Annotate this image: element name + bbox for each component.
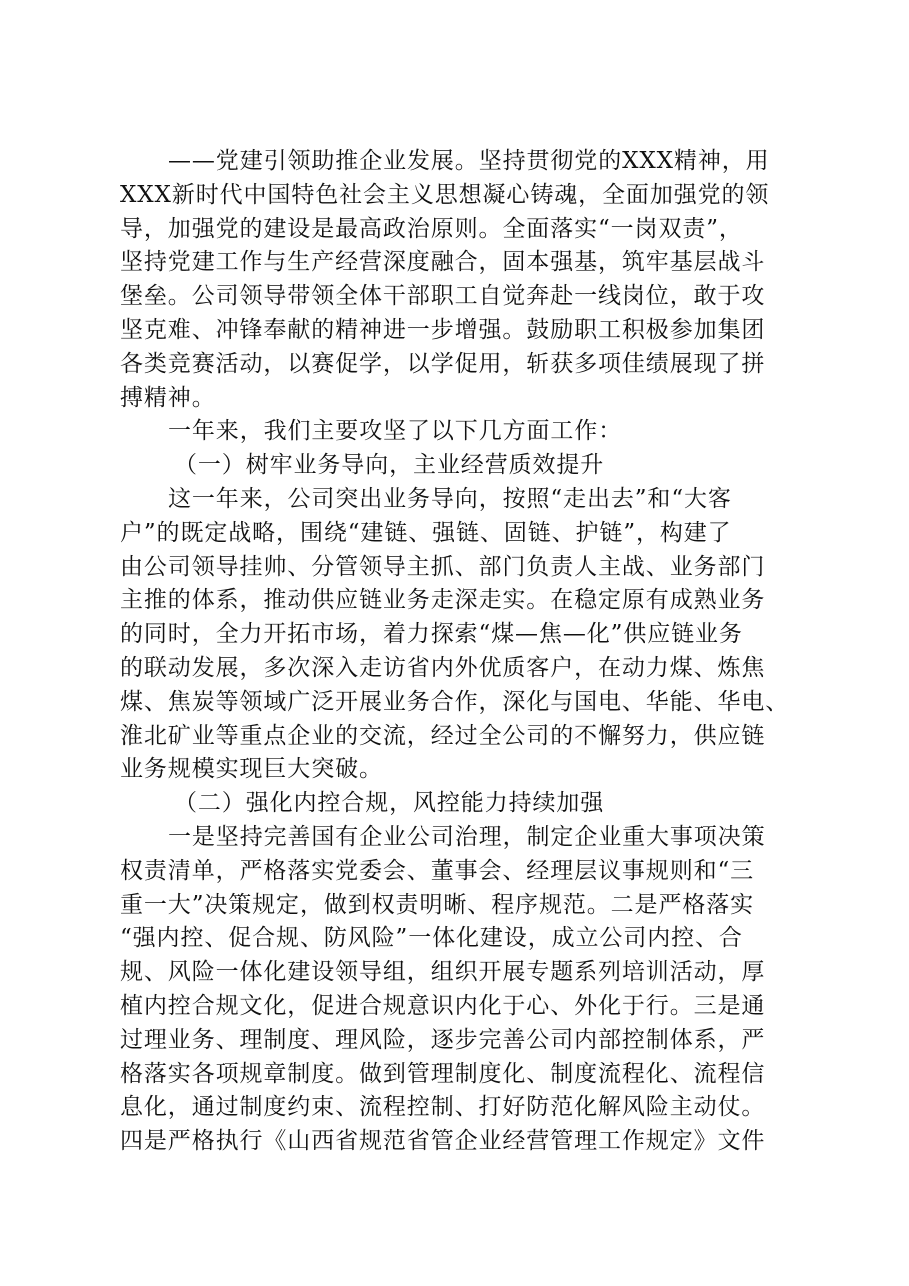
paragraph-line: “强内控、促合规、防风险”一体化建设，成立公司内控、合 — [120, 925, 743, 952]
paragraph-line: 的联动发展，多次深入走访省内外优质客户，在动力煤、炼焦 — [120, 654, 766, 681]
paragraph-line: 主推的体系，推动供应链业务走深走实。在稳定原有成熟业务 — [120, 587, 766, 614]
section-heading: （一）树牢业务导向，主业经营质效提升 — [174, 452, 605, 479]
paragraph-line: 四是严格执行《山西省规范省管企业经营管理工作规定》文件 — [120, 1128, 766, 1155]
paragraph-line: 格落实各项规章制度。做到管理制度化、制度流程化、流程信 — [120, 1060, 766, 1087]
paragraph-line: ——党建引领助推企业发展。坚持贯彻党的XXX精神，用 — [168, 148, 770, 174]
paragraph-line: 户”的既定战略，围绕“建链、强链、固链、护链”，构建了 — [120, 519, 732, 546]
paragraph-line: 息化，通过制度约束、流程控制、打好防范化解风险主动仗。 — [120, 1094, 766, 1121]
paragraph-line: 坚克难、冲锋奉献的精神进一步增强。鼓励职工积极参加集团 — [120, 316, 766, 343]
paragraph-line: 坚持党建工作与生产经营深度融合，固本强基，筑牢基层战斗 — [120, 249, 766, 276]
paragraph-line: 淮北矿业等重点企业的交流，经过全公司的不懈努力，供应链 — [120, 722, 766, 749]
paragraph-line: 搏精神。 — [120, 384, 216, 411]
paragraph-line: 导，加强党的建设是最高政治原则。全面落实“一岗双责”， — [120, 215, 743, 242]
paragraph-line: 规、风险一体化建设领导组，组织开展专题系列培训活动，厚 — [120, 959, 766, 986]
section-heading: （二）强化内控合规，风控能力持续加强 — [174, 790, 605, 817]
paragraph-line: 权责清单，严格落实党委会、董事会、经理层议事规则和“三 — [120, 857, 755, 884]
paragraph-line: 一是坚持完善国有企业公司治理，制定企业重大事项决策 — [168, 823, 766, 850]
paragraph-line: 堡垒。公司领导带领全体干部职工自觉奔赴一线岗位，敢于攻 — [120, 283, 766, 310]
paragraph-line: 植内控合规文化，促进合规意识内化于心、外化于行。三是通 — [120, 992, 766, 1019]
paragraph-line: 重一大”决策规定，做到权责明晰、程序规范。二是严格落实 — [120, 891, 755, 918]
paragraph-line: 这一年来，公司突出业务导向，按照“走出去”和“大客 — [168, 485, 732, 512]
paragraph-line: 一年来，我们主要攻坚了以下几方面工作： — [168, 418, 623, 445]
paragraph-line: 煤、焦炭等领域广泛开展业务合作，深化与国电、华能、华电、 — [120, 688, 790, 715]
paragraph-line: 的同时，全力开拓市场，着力探索“煤—焦—化”供应链业务 — [120, 621, 743, 648]
paragraph-line: 各类竞赛活动，以赛促学，以学促用，斩获多项佳绩展现了拼 — [120, 350, 766, 377]
paragraph-line: 由公司领导挂帅、分管领导主抓、部门负责人主战、业务部门 — [120, 553, 766, 580]
paragraph-line: 业务规模实现巨大突破。 — [120, 756, 383, 783]
document-body — [120, 145, 810, 1159]
paragraph-line: XXX新时代中国特色社会主义思想凝心铸魂，全面加强党的领 — [120, 181, 770, 208]
paragraph-line: 过理业务、理制度、理风险，逐步完善公司内部控制体系，严 — [120, 1026, 766, 1053]
